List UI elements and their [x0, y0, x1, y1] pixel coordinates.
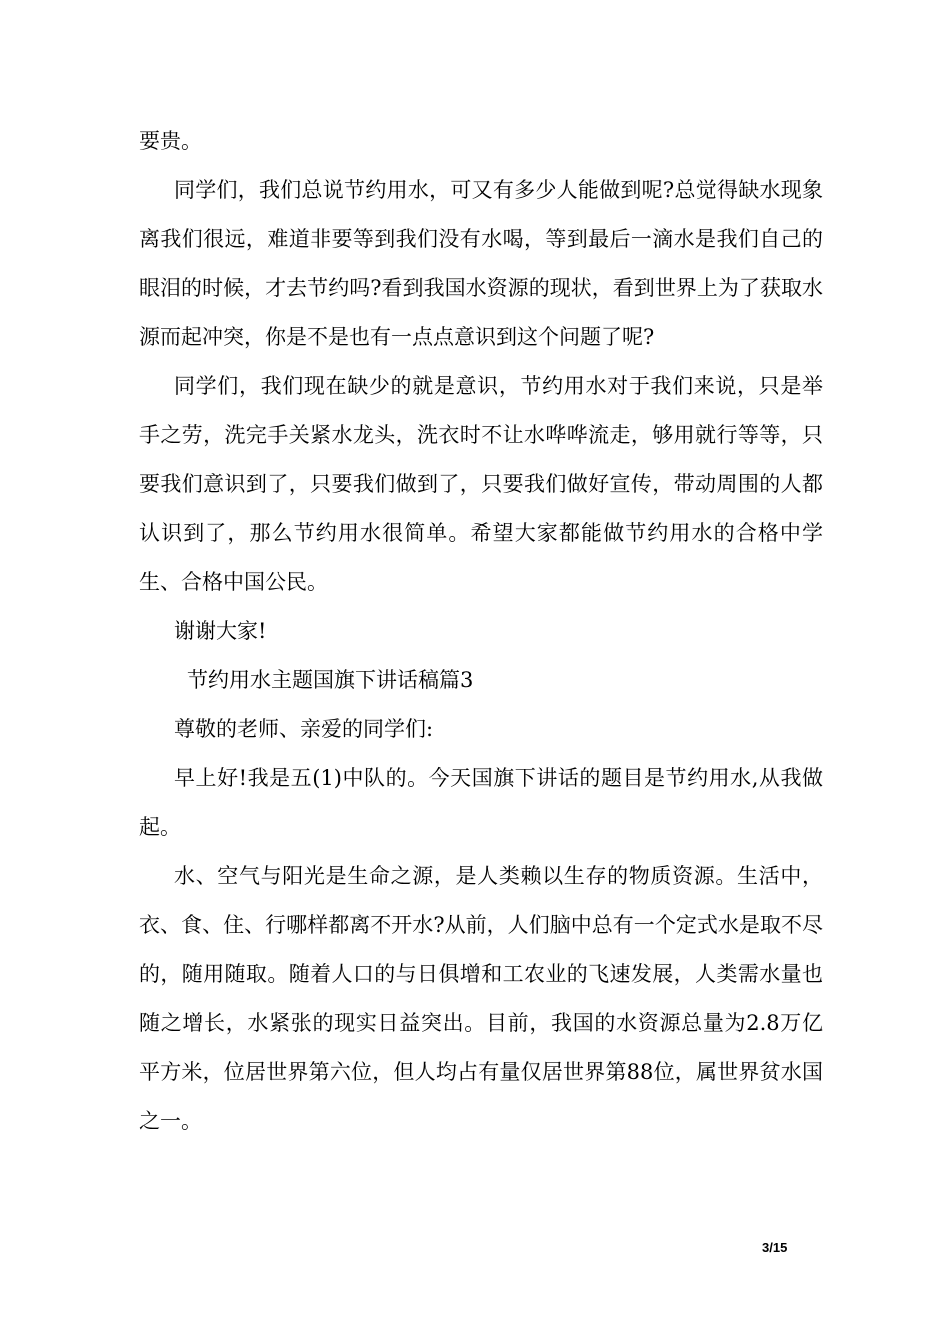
document-body	[139, 117, 823, 1146]
paragraph-greeting: 早上好!我是五(1)中队的。今天国旗下讲话的题目是节约用水,从我做起。	[139, 766, 823, 839]
paragraph-water-resources: 水、空气与阳光是生命之源，是人类赖以生存的物质资源。生活中，衣、食、住、行哪样都离不开水?从前，人们脑中总有一个定式水是取不尽的，随用随取。随着人口的与日俱增和工农业的飞速发展，人类需水量也随之增长，水紧张的现实日益突出。目前，我国的水资源总量为2.8万亿平方米，位居世界第六位，但人均占有量仅居世界第88位，属世界贫水国之一。	[139, 864, 823, 1133]
paragraph-saving-water-easy: 同学们，我们现在缺少的就是意识，节约用水对于我们来说，只是举手之劳，洗完手关紧水龙头，洗衣时不让水哗哗流走，够用就行等等，只要我们意识到了，只要我们做到了，只要我们做好宣传，带动周围的人都认识到了，那么节约用水很简单。希望大家都能做节约用水的合格中学生、合格中国公民。	[139, 374, 823, 594]
paragraph-thanks: 谢谢大家!	[174, 619, 267, 643]
paragraph-continuation: 要贵。	[139, 129, 202, 153]
paragraph-salutation: 尊敬的老师、亲爱的同学们:	[174, 717, 434, 741]
page-number: 3/15	[762, 1240, 788, 1255]
section-heading: 节约用水主题国旗下讲话稿篇3	[187, 668, 474, 692]
paragraph-water-awareness: 同学们，我们总说节约用水，可又有多少人能做到呢?总觉得缺水现象离我们很远，难道非要等到我们没有水喝，等到最后一滴水是我们自己的眼泪的时候，才去节约吗?看到我国水资源的现状，看到世界上为了获取水源而起冲突，你是不是也有一点点意识到这个问题了呢?	[139, 178, 823, 349]
